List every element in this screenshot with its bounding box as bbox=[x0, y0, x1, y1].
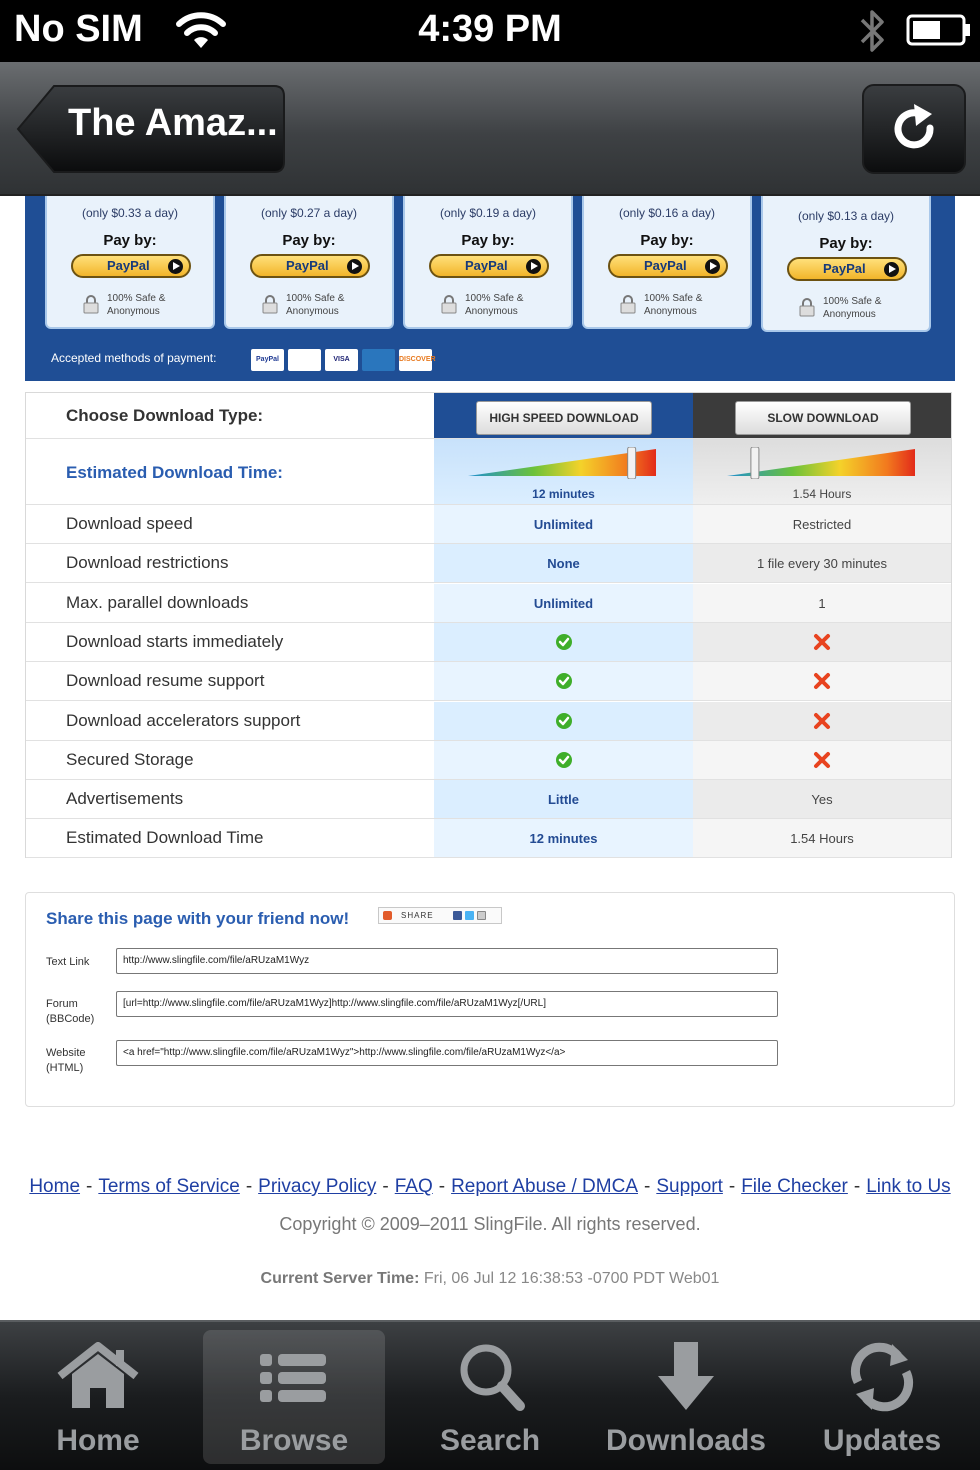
row-label: Secured Storage bbox=[66, 749, 194, 769]
forum-bbcode-field[interactable]: [url=http://www.slingfile.com/file/aRUzaM1Wyz]http://www.slingfile.com/file/aRUzaM1Wyz[/URL] bbox=[116, 991, 778, 1017]
discover-card-icon: DISCOVER bbox=[399, 349, 432, 371]
paypal-card-icon: PayPal bbox=[251, 349, 284, 371]
facebook-icon bbox=[453, 911, 462, 920]
paypal-button-label: PayPal bbox=[823, 261, 866, 276]
tab-search[interactable] bbox=[399, 1330, 581, 1464]
safe-anonymous-note: 100% Safe & Anonymous bbox=[644, 293, 703, 317]
lock-icon bbox=[620, 294, 636, 314]
row-label: Download accelerators support bbox=[66, 710, 301, 730]
share-button-label: SHARE bbox=[401, 911, 434, 920]
slow-cell bbox=[693, 623, 951, 661]
email-icon bbox=[477, 911, 486, 920]
footer-separator: - bbox=[245, 1176, 253, 1197]
high-speed-download-button[interactable]: HIGH SPEED DOWNLOAD bbox=[476, 401, 652, 435]
price-card bbox=[403, 196, 573, 329]
footer-separator: - bbox=[382, 1176, 389, 1197]
safe-anonymous-note: 100% Safe & Anonymous bbox=[823, 296, 882, 320]
estimated-time-row bbox=[26, 439, 951, 505]
slow-gauge bbox=[725, 447, 917, 479]
bluetooth-icon bbox=[856, 6, 888, 56]
checkmark-icon bbox=[555, 672, 573, 690]
paypal-button[interactable] bbox=[250, 254, 370, 278]
lock-icon bbox=[441, 294, 457, 314]
safe-anonymous-note: 100% Safe & Anonymous bbox=[465, 293, 524, 317]
accepted-payment-label: Accepted methods of payment: bbox=[51, 351, 217, 365]
row-label: Download starts immediately bbox=[66, 631, 284, 651]
tab-label: Downloads bbox=[605, 1424, 766, 1457]
play-arrow-icon bbox=[526, 259, 541, 274]
slow-value: 1 file every 30 minutes bbox=[756, 556, 888, 572]
paypal-button[interactable] bbox=[787, 257, 907, 281]
table-row bbox=[26, 623, 951, 662]
row-label: Download restrictions bbox=[66, 553, 229, 573]
row-label: Estimated Download Time bbox=[66, 828, 264, 848]
gauge-marker bbox=[751, 447, 759, 479]
footer-link-home[interactable]: Home bbox=[29, 1176, 81, 1197]
price-per-day: (only $0.13 a day) bbox=[797, 209, 895, 223]
high-speed-cell bbox=[434, 505, 693, 543]
server-time-value: Fri, 06 Jul 12 16:38:53 -0700 PDT Web01 bbox=[423, 1270, 720, 1287]
cross-icon bbox=[813, 672, 831, 690]
play-arrow-icon bbox=[168, 259, 183, 274]
price-per-day: (only $0.19 a day) bbox=[439, 206, 537, 220]
server-time-label: Current Server Time: bbox=[260, 1270, 420, 1287]
play-arrow-icon bbox=[705, 259, 720, 274]
table-row bbox=[26, 544, 951, 583]
table-row bbox=[26, 702, 951, 741]
gauge-marker bbox=[628, 447, 636, 479]
tab-browse[interactable] bbox=[203, 1330, 385, 1464]
slow-cell bbox=[693, 702, 951, 740]
slow-value: Yes bbox=[811, 792, 833, 808]
footer-separator: - bbox=[853, 1176, 861, 1197]
high-speed-cell bbox=[434, 819, 693, 857]
slow-value: Restricted bbox=[792, 517, 852, 532]
copyright: Copyright © 2009–2011 SlingFile. All rights reserved. bbox=[279, 1214, 701, 1234]
text-link-label: Text Link bbox=[46, 956, 90, 968]
visa-card-icon: VISA bbox=[325, 349, 358, 371]
footer-separator: - bbox=[438, 1176, 446, 1197]
high-speed-cell bbox=[434, 544, 693, 582]
navigation-bar bbox=[0, 62, 980, 196]
forum-label: Forum (BBCode) bbox=[46, 998, 95, 1025]
refresh-button[interactable] bbox=[862, 84, 966, 174]
price-per-day: (only $0.16 a day) bbox=[618, 206, 716, 220]
slow-cell bbox=[693, 544, 951, 582]
high-speed-value: Unlimited bbox=[533, 595, 594, 611]
high-speed-time: 12 minutes bbox=[532, 487, 595, 501]
slow-cell bbox=[693, 584, 951, 622]
table-row bbox=[26, 505, 951, 544]
high-speed-gauge bbox=[466, 447, 658, 479]
play-arrow-icon bbox=[347, 259, 362, 274]
slow-value: 1 bbox=[818, 595, 826, 611]
cross-icon bbox=[813, 712, 831, 730]
paypal-button-label: PayPal bbox=[107, 258, 150, 273]
high-speed-value: Unlimited bbox=[533, 517, 594, 532]
high-speed-cell bbox=[434, 741, 693, 779]
high-speed-value: None bbox=[547, 556, 580, 572]
tab-updates[interactable] bbox=[791, 1330, 973, 1464]
slow-cell bbox=[693, 741, 951, 779]
play-arrow-icon bbox=[884, 262, 899, 277]
lock-icon bbox=[83, 294, 99, 314]
footer-link-faq[interactable]: FAQ bbox=[394, 1176, 433, 1197]
footer-link-privacy-policy[interactable]: Privacy Policy bbox=[258, 1176, 377, 1197]
cross-icon bbox=[813, 751, 831, 769]
slow-cell bbox=[693, 780, 951, 818]
slow-download-button[interactable]: SLOW DOWNLOAD bbox=[735, 401, 911, 435]
price-card bbox=[582, 196, 752, 329]
battery-icon bbox=[906, 14, 972, 46]
paypal-button[interactable] bbox=[429, 254, 549, 278]
estimated-time-label: Estimated Download Time: bbox=[66, 463, 283, 482]
table-row bbox=[26, 662, 951, 701]
status-bar bbox=[0, 0, 980, 62]
price-card bbox=[224, 196, 394, 329]
high-speed-cell bbox=[434, 584, 693, 622]
tab-home[interactable] bbox=[7, 1330, 189, 1464]
slow-value: 1.54 Hours bbox=[790, 831, 854, 847]
choose-download-label: Choose Download Type: bbox=[66, 406, 264, 425]
paypal-button-label: PayPal bbox=[286, 258, 329, 273]
footer-separator: - bbox=[86, 1176, 93, 1197]
table-row bbox=[26, 819, 951, 858]
row-label: Advertisements bbox=[66, 789, 184, 809]
website-html-field[interactable]: <a href="http://www.slingfile.com/file/aRUzaM1Wyz">http://www.slingfile.com/file/aRUzaM1Wyz</a> bbox=[116, 1040, 778, 1066]
footer-link-file-checker[interactable]: File Checker bbox=[741, 1176, 848, 1197]
table-row bbox=[26, 780, 951, 819]
pay-by-label: Pay by: bbox=[640, 232, 694, 249]
tab-downloads[interactable] bbox=[595, 1330, 777, 1464]
share-title: Share this page with your friend now! bbox=[46, 909, 350, 928]
website-label: Website (HTML) bbox=[46, 1047, 86, 1074]
paypal-button[interactable] bbox=[608, 254, 728, 278]
safe-anonymous-note: 100% Safe & Anonymous bbox=[107, 293, 166, 317]
paypal-button-label: PayPal bbox=[465, 258, 508, 273]
amex-card-icon bbox=[362, 349, 395, 371]
price-card bbox=[45, 196, 215, 329]
high-speed-cell bbox=[434, 662, 693, 700]
checkmark-icon bbox=[555, 751, 573, 769]
web-content[interactable] bbox=[0, 196, 980, 1320]
server-time bbox=[0, 1270, 980, 1288]
table-header-row bbox=[26, 393, 951, 439]
back-button-label: The Amaz... bbox=[68, 102, 278, 144]
footer-link-report-abuse-dmca[interactable]: Report Abuse / DMCA bbox=[451, 1176, 638, 1197]
table-row bbox=[26, 584, 951, 623]
pay-by-label: Pay by: bbox=[819, 235, 873, 252]
footer-link-terms-of-service[interactable]: Terms of Service bbox=[98, 1176, 240, 1197]
share-button[interactable] bbox=[378, 907, 502, 924]
high-speed-value: Little bbox=[547, 792, 580, 808]
plus-icon bbox=[383, 911, 392, 920]
checkmark-icon bbox=[555, 712, 573, 730]
slow-cell bbox=[693, 662, 951, 700]
tab-label: Browse bbox=[239, 1424, 349, 1457]
mastercard-icon bbox=[288, 349, 321, 371]
safe-anonymous-note: 100% Safe & Anonymous bbox=[286, 293, 345, 317]
pay-by-label: Pay by: bbox=[282, 232, 336, 249]
row-label: Max. parallel downloads bbox=[66, 592, 249, 612]
text-link-field[interactable]: http://www.slingfile.com/file/aRUzaM1Wyz bbox=[116, 948, 778, 974]
row-label: Download speed bbox=[66, 514, 193, 533]
clock-label: 4:39 PM bbox=[418, 8, 562, 50]
tab-label: Home bbox=[56, 1424, 140, 1457]
lock-icon bbox=[262, 294, 278, 314]
refresh-icon bbox=[890, 104, 942, 156]
slow-cell bbox=[693, 505, 951, 543]
pay-by-label: Pay by: bbox=[461, 232, 515, 249]
slow-cell bbox=[693, 819, 951, 857]
footer-separator: - bbox=[644, 1176, 651, 1197]
pay-by-label: Pay by: bbox=[103, 232, 157, 249]
high-speed-cell bbox=[434, 780, 693, 818]
table-row bbox=[26, 741, 951, 780]
price-card bbox=[761, 196, 931, 332]
footer-links bbox=[0, 1176, 980, 1198]
footer-link-link-to-us[interactable]: Link to Us bbox=[866, 1176, 951, 1197]
high-speed-cell bbox=[434, 623, 693, 661]
cross-icon bbox=[813, 633, 831, 651]
price-per-day: (only $0.33 a day) bbox=[81, 206, 179, 220]
lock-icon bbox=[799, 297, 815, 317]
footer-link-support[interactable]: Support bbox=[656, 1176, 723, 1197]
back-button[interactable] bbox=[16, 84, 286, 174]
paypal-button-label: PayPal bbox=[644, 258, 687, 273]
pricing-panel bbox=[25, 196, 955, 381]
row-label: Download resume support bbox=[66, 671, 265, 691]
high-speed-cell bbox=[434, 702, 693, 740]
price-per-day: (only $0.27 a day) bbox=[260, 206, 358, 220]
footer-separator: - bbox=[728, 1176, 736, 1197]
paypal-button[interactable] bbox=[71, 254, 191, 278]
twitter-icon bbox=[465, 911, 474, 920]
slow-time: 1.54 Hours bbox=[792, 487, 852, 501]
high-speed-value: 12 minutes bbox=[529, 831, 598, 847]
download-type-table bbox=[25, 392, 952, 858]
tab-bar bbox=[0, 1320, 980, 1470]
share-panel bbox=[25, 892, 955, 1107]
tab-label: Updates bbox=[822, 1424, 942, 1457]
tab-label: Search bbox=[439, 1424, 541, 1457]
checkmark-icon bbox=[555, 633, 573, 651]
carrier-label: No SIM bbox=[14, 8, 143, 50]
